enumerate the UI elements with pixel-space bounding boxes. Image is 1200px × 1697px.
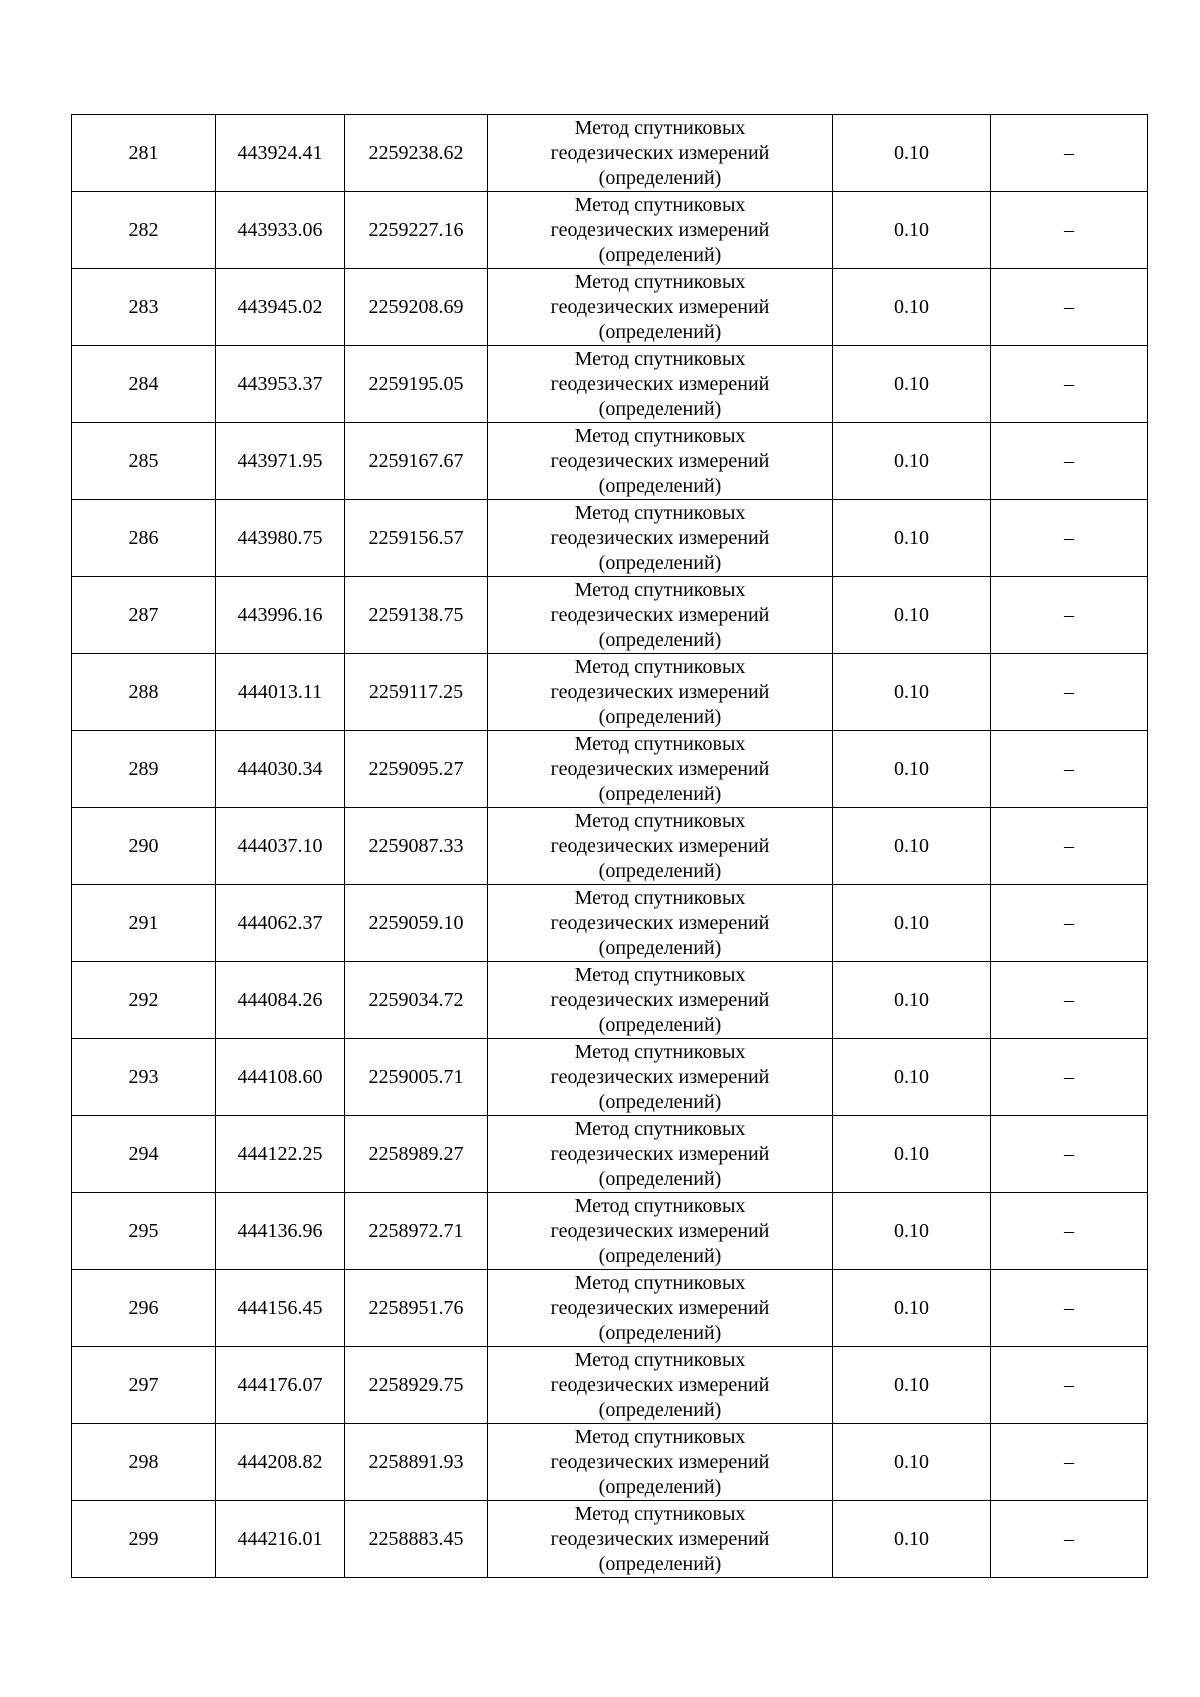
coordinate-x-cell: 443996.16 [216,577,345,654]
table-row [72,962,1148,1039]
method-cell [488,1116,833,1193]
accuracy-cell: 0.10 [833,1193,991,1270]
method-text-line: Метод спутниковых [574,116,746,139]
method-text-line: (определений) [598,628,722,651]
accuracy-cell: 0.10 [833,192,991,269]
method-cell [488,962,833,1039]
note-cell: – [991,269,1148,346]
point-number-cell: 282 [72,192,216,269]
coordinate-y-cell: 2259156.57 [345,500,488,577]
accuracy-cell: 0.10 [833,1424,991,1501]
point-number-cell: 281 [72,115,216,192]
coordinate-y-cell: 2258989.27 [345,1116,488,1193]
method-text-line: (определений) [598,1552,722,1575]
method-text-line: (определений) [598,320,722,343]
method-text-line: Метод спутниковых [574,655,746,678]
note-cell: – [991,1424,1148,1501]
method-cell [488,577,833,654]
coordinate-y-cell: 2258951.76 [345,1270,488,1347]
accuracy-cell: 0.10 [833,115,991,192]
table-row [72,1501,1148,1578]
note-cell: – [991,962,1148,1039]
coordinate-x-cell: 444136.96 [216,1193,345,1270]
accuracy-cell: 0.10 [833,1039,991,1116]
point-number-cell: 289 [72,731,216,808]
method-text-line: (определений) [598,859,722,882]
coordinate-y-cell: 2258972.71 [345,1193,488,1270]
method-cell [488,269,833,346]
method-text-line: Метод спутниковых [574,578,746,601]
accuracy-cell: 0.10 [833,1270,991,1347]
method-cell [488,423,833,500]
table-body [72,115,1148,1578]
accuracy-cell: 0.10 [833,577,991,654]
point-number-cell: 291 [72,885,216,962]
method-cell [488,192,833,269]
coordinate-x-cell: 444156.45 [216,1270,345,1347]
method-text-line: геодезических измерений [550,1527,770,1550]
accuracy-cell: 0.10 [833,423,991,500]
coordinate-x-cell: 443945.02 [216,269,345,346]
coordinate-y-cell: 2259034.72 [345,962,488,1039]
table-row [72,1116,1148,1193]
table-row [72,346,1148,423]
method-text-line: геодезических измерений [550,680,770,703]
method-text-line: геодезических измерений [550,988,770,1011]
coordinate-y-cell: 2259167.67 [345,423,488,500]
point-number-cell: 298 [72,1424,216,1501]
method-text-line: геодезических измерений [550,911,770,934]
method-cell [488,808,833,885]
method-text-line: Метод спутниковых [574,809,746,832]
table-row [72,269,1148,346]
accuracy-cell: 0.10 [833,808,991,885]
method-cell [488,1501,833,1578]
method-cell [488,346,833,423]
coordinate-x-cell: 444176.07 [216,1347,345,1424]
method-text-line: Метод спутниковых [574,270,746,293]
coordinate-x-cell: 443971.95 [216,423,345,500]
coordinate-x-cell: 443933.06 [216,192,345,269]
note-cell: – [991,192,1148,269]
coordinate-x-cell: 444108.60 [216,1039,345,1116]
accuracy-cell: 0.10 [833,1347,991,1424]
accuracy-cell: 0.10 [833,885,991,962]
table-row [72,808,1148,885]
coordinate-y-cell: 2258883.45 [345,1501,488,1578]
coordinate-y-cell: 2259238.62 [345,115,488,192]
coordinate-y-cell: 2258929.75 [345,1347,488,1424]
accuracy-cell: 0.10 [833,654,991,731]
accuracy-cell: 0.10 [833,269,991,346]
method-text-line: (определений) [598,551,722,574]
table-row [72,731,1148,808]
note-cell: – [991,500,1148,577]
coordinate-y-cell: 2259005.71 [345,1039,488,1116]
method-text-line: Метод спутниковых [574,1502,746,1525]
accuracy-cell: 0.10 [833,731,991,808]
method-cell [488,1039,833,1116]
note-cell: – [991,115,1148,192]
point-number-cell: 285 [72,423,216,500]
coordinate-y-cell: 2259059.10 [345,885,488,962]
point-number-cell: 297 [72,1347,216,1424]
coordinate-y-cell: 2258891.93 [345,1424,488,1501]
coordinate-x-cell: 444062.37 [216,885,345,962]
method-text-line: геодезических измерений [550,1450,770,1473]
point-number-cell: 296 [72,1270,216,1347]
coordinate-y-cell: 2259117.25 [345,654,488,731]
method-text-line: (определений) [598,1475,722,1498]
point-number-cell: 286 [72,500,216,577]
table-row [72,1193,1148,1270]
method-text-line: Метод спутниковых [574,1117,746,1140]
method-cell [488,1424,833,1501]
point-number-cell: 284 [72,346,216,423]
method-cell [488,1347,833,1424]
table-row [72,115,1148,192]
table-row [72,192,1148,269]
method-text-line: (определений) [598,1398,722,1421]
note-cell: – [991,1116,1148,1193]
point-number-cell: 290 [72,808,216,885]
coordinate-x-cell: 444208.82 [216,1424,345,1501]
accuracy-cell: 0.10 [833,1501,991,1578]
point-number-cell: 293 [72,1039,216,1116]
coordinates-table [71,114,1148,1578]
method-text-line: Метод спутниковых [574,1040,746,1063]
method-text-line: (определений) [598,705,722,728]
method-text-line: геодезических измерений [550,1065,770,1088]
coordinate-x-cell: 444013.11 [216,654,345,731]
point-number-cell: 295 [72,1193,216,1270]
method-text-line: (определений) [598,397,722,420]
note-cell: – [991,885,1148,962]
coordinate-y-cell: 2259095.27 [345,731,488,808]
coordinate-y-cell: 2259195.05 [345,346,488,423]
coordinate-x-cell: 444084.26 [216,962,345,1039]
method-text-line: геодезических измерений [550,295,770,318]
method-text-line: Метод спутниковых [574,886,746,909]
method-cell [488,1193,833,1270]
note-cell: – [991,654,1148,731]
coordinate-x-cell: 444122.25 [216,1116,345,1193]
method-text-line: Метод спутниковых [574,193,746,216]
method-cell [488,1270,833,1347]
point-number-cell: 287 [72,577,216,654]
coordinate-x-cell: 443924.41 [216,115,345,192]
accuracy-cell: 0.10 [833,962,991,1039]
table-row [72,500,1148,577]
note-cell: – [991,346,1148,423]
point-number-cell: 294 [72,1116,216,1193]
method-text-line: (определений) [598,1013,722,1036]
note-cell: – [991,808,1148,885]
method-text-line: (определений) [598,243,722,266]
coordinate-x-cell: 444037.10 [216,808,345,885]
method-cell [488,731,833,808]
method-text-line: (определений) [598,1090,722,1113]
method-text-line: (определений) [598,782,722,805]
accuracy-cell: 0.10 [833,500,991,577]
method-text-line: Метод спутниковых [574,347,746,370]
table-row [72,1039,1148,1116]
coordinate-y-cell: 2259138.75 [345,577,488,654]
method-text-line: геодезических измерений [550,218,770,241]
method-text-line: геодезических измерений [550,449,770,472]
method-cell [488,500,833,577]
method-text-line: геодезических измерений [550,603,770,626]
table-row [72,1424,1148,1501]
method-text-line: геодезических измерений [550,372,770,395]
method-text-line: Метод спутниковых [574,501,746,524]
method-text-line: геодезических измерений [550,1142,770,1165]
method-text-line: (определений) [598,1321,722,1344]
method-text-line: Метод спутниковых [574,424,746,447]
point-number-cell: 299 [72,1501,216,1578]
coordinate-x-cell: 444216.01 [216,1501,345,1578]
method-text-line: (определений) [598,166,722,189]
method-text-line: Метод спутниковых [574,1271,746,1294]
coordinate-y-cell: 2259087.33 [345,808,488,885]
method-text-line: Метод спутниковых [574,1425,746,1448]
method-text-line: геодезических измерений [550,1219,770,1242]
table-row [72,885,1148,962]
method-text-line: геодезических измерений [550,526,770,549]
accuracy-cell: 0.10 [833,346,991,423]
note-cell: – [991,1347,1148,1424]
method-text-line: Метод спутниковых [574,732,746,755]
accuracy-cell: 0.10 [833,1116,991,1193]
method-cell [488,654,833,731]
method-text-line: (определений) [598,936,722,959]
method-text-line: геодезических измерений [550,141,770,164]
method-text-line: (определений) [598,1167,722,1190]
method-text-line: (определений) [598,474,722,497]
note-cell: – [991,731,1148,808]
point-number-cell: 288 [72,654,216,731]
coordinate-x-cell: 443980.75 [216,500,345,577]
method-cell [488,885,833,962]
method-text-line: геодезических измерений [550,1373,770,1396]
point-number-cell: 292 [72,962,216,1039]
table-row [72,1270,1148,1347]
note-cell: – [991,423,1148,500]
note-cell: – [991,1501,1148,1578]
coordinate-y-cell: 2259208.69 [345,269,488,346]
coordinate-y-cell: 2259227.16 [345,192,488,269]
table-row [72,423,1148,500]
coordinate-x-cell: 444030.34 [216,731,345,808]
coordinate-x-cell: 443953.37 [216,346,345,423]
note-cell: – [991,577,1148,654]
note-cell: – [991,1270,1148,1347]
method-text-line: Метод спутниковых [574,963,746,986]
note-cell: – [991,1039,1148,1116]
method-text-line: (определений) [598,1244,722,1267]
method-text-line: геодезических измерений [550,834,770,857]
method-text-line: геодезических измерений [550,1296,770,1319]
method-text-line: геодезических измерений [550,757,770,780]
table-row [72,654,1148,731]
table-row [72,577,1148,654]
table-row [72,1347,1148,1424]
method-cell [488,115,833,192]
note-cell: – [991,1193,1148,1270]
method-text-line: Метод спутниковых [574,1194,746,1217]
method-text-line: Метод спутниковых [574,1348,746,1371]
point-number-cell: 283 [72,269,216,346]
